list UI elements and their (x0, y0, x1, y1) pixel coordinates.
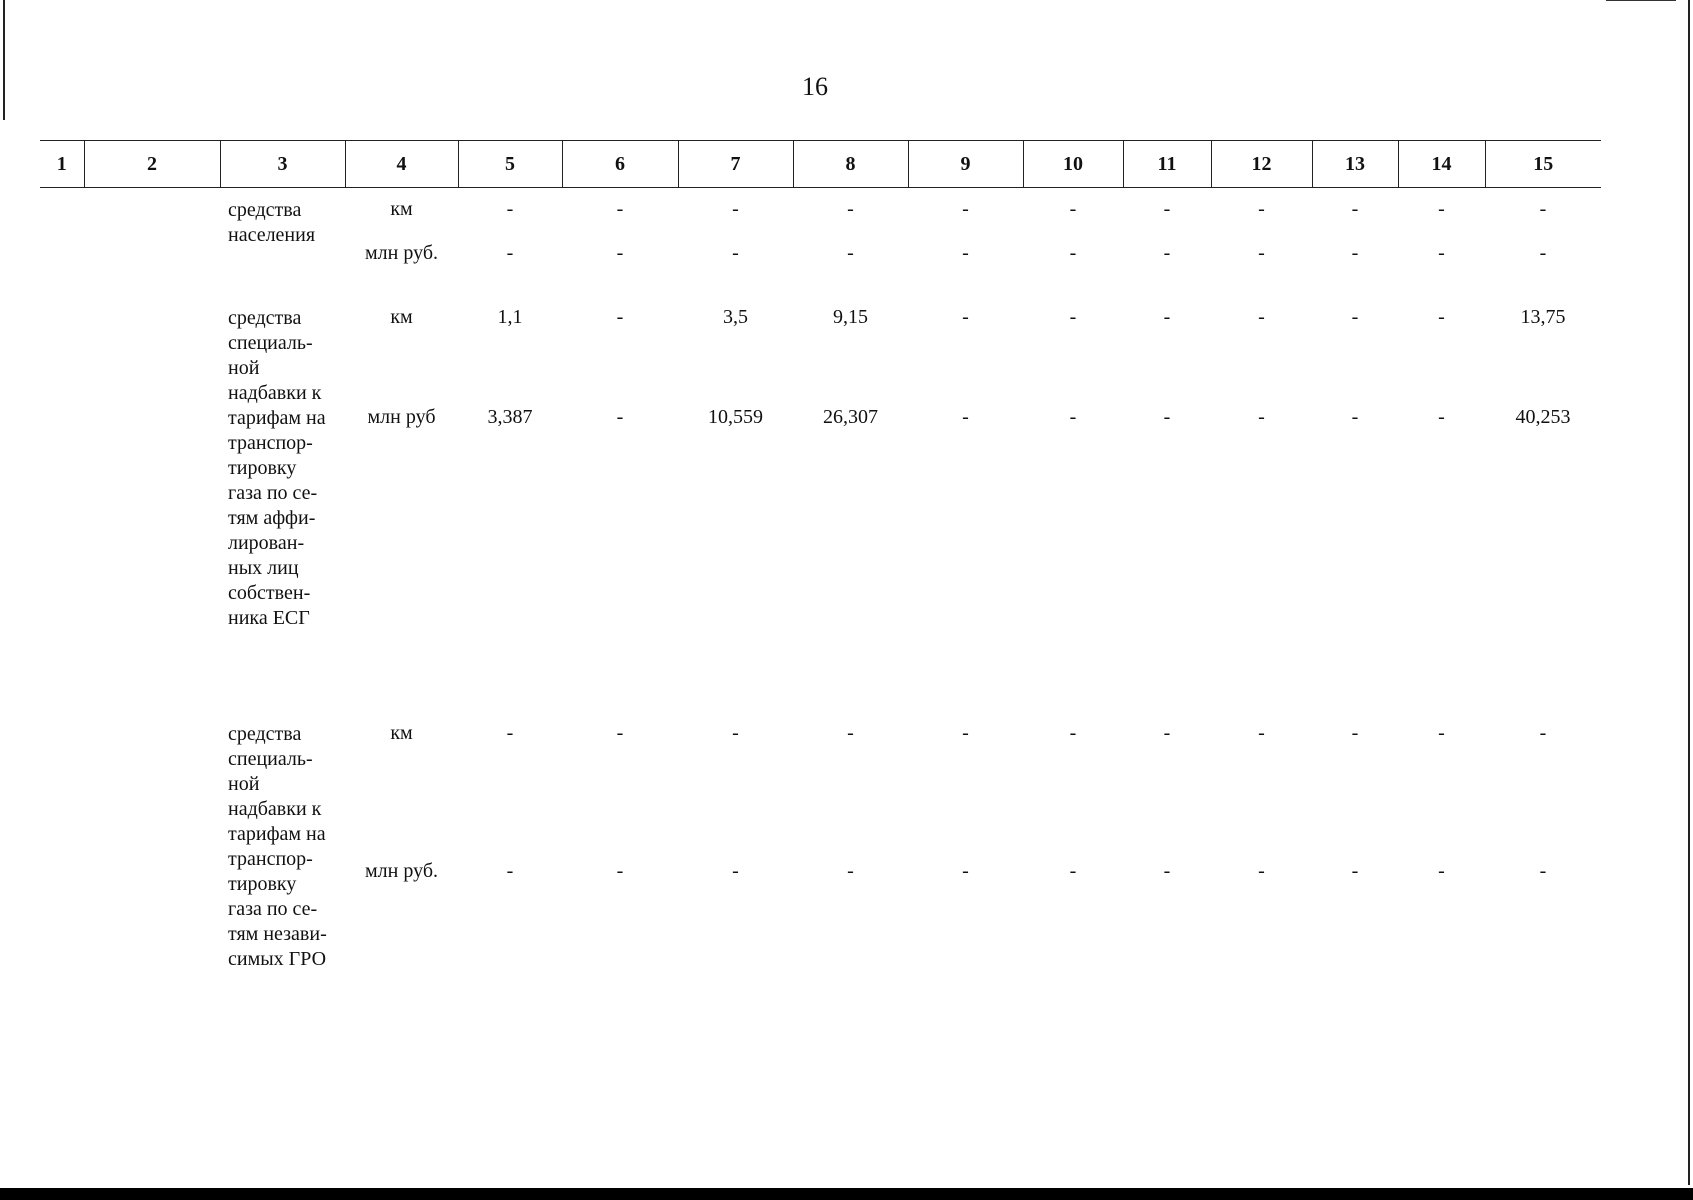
col-header-5: 5 (458, 141, 562, 188)
cell-value: - (1539, 198, 1547, 220)
description-line: тарифам на (228, 407, 326, 429)
unit-label: км (390, 198, 413, 220)
cell-value: - (616, 722, 624, 744)
cell-value: - (1438, 722, 1445, 744)
value-cell (1398, 300, 1485, 718)
value-cell (1211, 188, 1312, 301)
cell-value: - (1351, 722, 1359, 744)
description-line: ных лиц (228, 557, 299, 579)
value-cell (793, 300, 908, 718)
description-line: транспор- (228, 432, 313, 454)
description-line: тировку (228, 873, 297, 895)
scan-border-top (1606, 0, 1676, 1)
cell-value: - (1351, 860, 1359, 882)
empty-cell (84, 188, 220, 301)
cell-value: - (1438, 198, 1445, 220)
cell-value: - (506, 198, 514, 220)
description-line: специаль- (228, 332, 313, 354)
col-header-7: 7 (678, 141, 793, 188)
value-cell (1123, 718, 1211, 1018)
empty-cell (84, 300, 220, 718)
cell-value: - (962, 722, 969, 744)
value-cell (908, 718, 1023, 1018)
description-line: ника ЕСГ (228, 607, 310, 629)
empty-cell (84, 718, 220, 1018)
row-description (220, 300, 345, 718)
empty-cell (40, 188, 84, 301)
value-cell (1023, 300, 1123, 718)
value-cell (1211, 300, 1312, 718)
col-header-8: 8 (793, 141, 908, 188)
unit-label: км (390, 306, 413, 328)
value-cell (458, 188, 562, 301)
col-header-10: 10 (1023, 141, 1123, 188)
value-cell (793, 188, 908, 301)
description-line: транспор- (228, 848, 313, 870)
empty-cell (40, 300, 84, 718)
description-line: собствен- (228, 582, 311, 604)
cell-value: - (1539, 860, 1547, 882)
data-table (40, 140, 1601, 1018)
description-line: тям аффи- (228, 507, 316, 529)
description-line: лирован- (228, 532, 305, 554)
description-line: газа по се- (228, 482, 318, 504)
unit-label: млн руб. (365, 242, 438, 264)
cell-value: - (616, 406, 624, 428)
cell-value: - (1351, 198, 1359, 220)
cell-value: - (616, 242, 624, 264)
cell-value: - (962, 242, 969, 264)
col-header-15: 15 (1485, 141, 1601, 188)
value-cell (1023, 188, 1123, 301)
cell-value: - (1069, 242, 1077, 264)
value-cell (458, 718, 562, 1018)
cell-value: - (962, 198, 969, 220)
table-row (40, 300, 1601, 718)
col-header-13: 13 (1312, 141, 1398, 188)
description-line: газа по се- (228, 898, 318, 920)
description-line: ной (228, 773, 260, 795)
table-row (40, 718, 1601, 1018)
cell-value: - (1069, 860, 1077, 882)
cell-value: 10,559 (708, 406, 763, 428)
header-row (40, 141, 1601, 188)
cell-value: - (847, 860, 854, 882)
cell-value: - (1069, 406, 1077, 428)
cell-value: - (732, 242, 739, 264)
description-line: надбавки к (228, 798, 322, 820)
cell-value: - (962, 860, 969, 882)
cell-value: - (1438, 242, 1445, 264)
col-header-12: 12 (1211, 141, 1312, 188)
cell-value: - (1258, 406, 1265, 428)
cell-value: - (1351, 306, 1359, 328)
cell-value: - (506, 722, 514, 744)
description-line: средства (228, 307, 302, 329)
cell-value: - (1163, 306, 1171, 328)
description-line: тировку (228, 457, 297, 479)
scan-border-right (1688, 0, 1690, 1185)
cell-value: - (847, 722, 854, 744)
cell-value: - (732, 722, 739, 744)
value-cell (1123, 188, 1211, 301)
value-cell (1312, 300, 1398, 718)
value-cell (1485, 718, 1601, 1018)
description-line: тям незави- (228, 923, 327, 945)
cell-value: 3,387 (487, 406, 533, 428)
cell-value: - (1258, 198, 1265, 220)
cell-value: - (1351, 406, 1359, 428)
description-line: симых ГРО (228, 948, 327, 970)
value-cell (678, 300, 793, 718)
cell-value: - (1539, 242, 1547, 264)
value-cell (1211, 718, 1312, 1018)
value-cell (908, 188, 1023, 301)
empty-cell (40, 718, 84, 1018)
cell-value: 13,75 (1520, 306, 1566, 328)
cell-value: - (1351, 242, 1359, 264)
cell-value: - (1069, 722, 1077, 744)
description-line: ной (228, 357, 260, 379)
description-line: надбавки к (228, 382, 322, 404)
unit-cell (345, 718, 458, 1018)
cell-value: - (1163, 198, 1171, 220)
cell-value: - (1258, 242, 1265, 264)
cell-value: - (506, 242, 514, 264)
cell-value: 9,15 (833, 306, 868, 328)
description-line: средства (228, 199, 302, 221)
col-header-6: 6 (562, 141, 678, 188)
cell-value: 1,1 (497, 306, 523, 328)
scan-border-left (3, 0, 5, 120)
col-header-11: 11 (1123, 141, 1211, 188)
cell-value: - (1163, 722, 1171, 744)
unit-cell (345, 188, 458, 301)
unit-label: млн руб (367, 406, 436, 428)
col-header-14: 14 (1398, 141, 1485, 188)
cell-value: - (1438, 306, 1445, 328)
col-header-3: 3 (220, 141, 345, 188)
cell-value: - (732, 198, 739, 220)
cell-value: - (1069, 306, 1077, 328)
value-cell (678, 188, 793, 301)
unit-label: км (390, 722, 413, 744)
value-cell (1023, 718, 1123, 1018)
cell-value: - (1539, 722, 1547, 744)
value-cell (1312, 718, 1398, 1018)
cell-value: 40,253 (1515, 406, 1571, 428)
cell-value: - (1438, 406, 1445, 428)
cell-value: - (847, 198, 854, 220)
col-header-1: 1 (40, 141, 84, 188)
scan-border-bottom (0, 1188, 1693, 1200)
description-line: специаль- (228, 748, 313, 770)
value-cell (1398, 718, 1485, 1018)
row-description (220, 718, 345, 1018)
cell-value: 26,307 (823, 406, 878, 428)
cell-value: - (732, 860, 739, 882)
value-cell (1123, 300, 1211, 718)
value-cell (562, 188, 678, 301)
cell-value: - (1258, 306, 1265, 328)
col-header-4: 4 (345, 141, 458, 188)
cell-value: - (1163, 242, 1171, 264)
cell-value: - (1163, 860, 1171, 882)
cell-value: - (1258, 722, 1265, 744)
description-line: тарифам на (228, 823, 326, 845)
value-cell (458, 300, 562, 718)
col-header-2: 2 (84, 141, 220, 188)
cell-value: - (962, 406, 969, 428)
value-cell (562, 718, 678, 1018)
value-cell (908, 300, 1023, 718)
cell-value: - (1258, 860, 1265, 882)
cell-value: - (616, 198, 624, 220)
value-cell (678, 718, 793, 1018)
cell-value: - (616, 860, 624, 882)
value-cell (1398, 188, 1485, 301)
cell-value: - (1069, 198, 1077, 220)
value-cell (562, 300, 678, 718)
row-description (220, 188, 345, 301)
description-line: населения (228, 224, 316, 246)
col-header-9: 9 (908, 141, 1023, 188)
cell-value: - (506, 860, 514, 882)
unit-label: млн руб. (365, 860, 438, 882)
value-cell (1485, 188, 1601, 301)
cell-value: - (847, 242, 854, 264)
description-line: средства (228, 723, 302, 745)
page-number: 16 (802, 72, 828, 101)
value-cell (1485, 300, 1601, 718)
cell-value: - (1438, 860, 1445, 882)
cell-value: - (616, 306, 624, 328)
table-row (40, 188, 1601, 301)
value-cell (793, 718, 908, 1018)
value-cell (1312, 188, 1398, 301)
cell-value: - (1163, 406, 1171, 428)
cell-value: 3,5 (723, 306, 748, 328)
unit-cell (345, 300, 458, 718)
cell-value: - (962, 306, 969, 328)
